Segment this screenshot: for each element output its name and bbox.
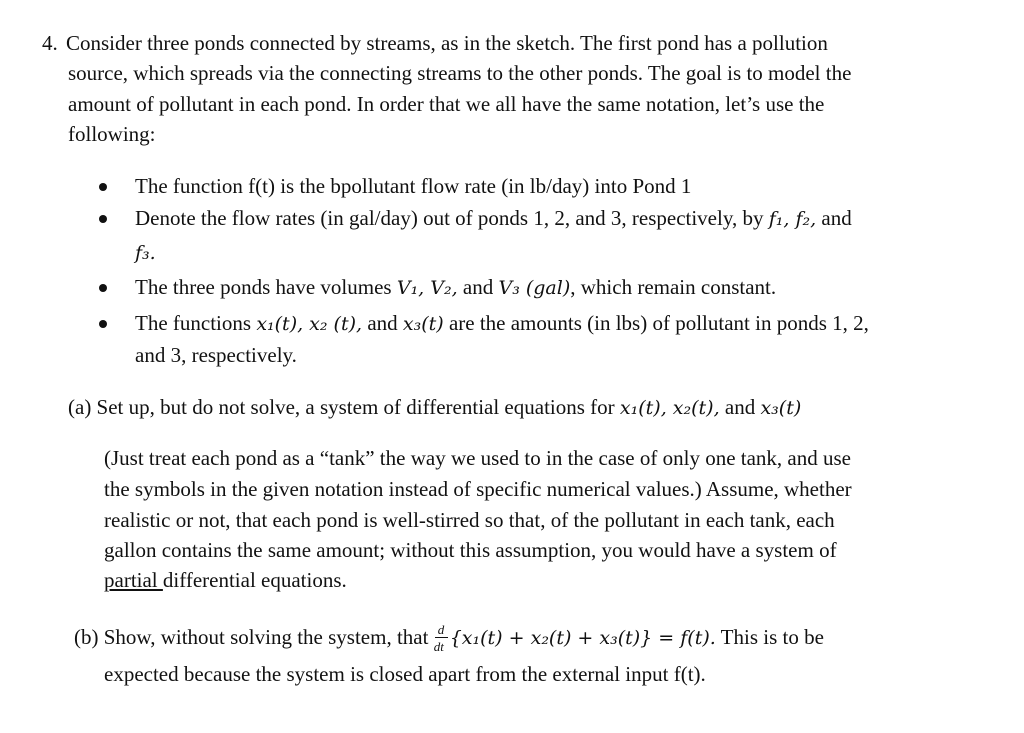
intro-line-3: amount of pollutant in each pond. In order that we all have the same notation, let’s use the bbox=[68, 92, 825, 116]
bullet-4-rest: are the amounts (in lbs) of pollutant in ponds 1, 2, bbox=[443, 311, 869, 335]
part-a-last-rest: differential equations. bbox=[162, 568, 347, 592]
intro-line-1: Consider three ponds connected by streams, as in the sketch. The first pond has a pollution bbox=[66, 31, 828, 55]
bullet-2-lead: Denote the flow rates (in gal/day) out of ponds 1, 2, and 3, respectively, by bbox=[135, 206, 769, 230]
part-a-math-1: x₁(t), x₂(t), bbox=[619, 397, 720, 419]
bullet-2-text bbox=[135, 206, 852, 231]
intro-line-4: following: bbox=[68, 122, 156, 146]
bullet-2-and: and bbox=[816, 206, 852, 230]
bullet-3-rest: , which remain constant. bbox=[570, 275, 777, 299]
bullet-4-math-1: x₁(t), x₂ (t), bbox=[256, 313, 363, 335]
derivative-fraction bbox=[433, 622, 450, 655]
bullet-3-math-1: V₁, V₂, bbox=[396, 277, 458, 299]
part-b-lead: (b) Show, without solving the system, that bbox=[74, 625, 434, 649]
part-a-note-line-2: the symbols in the given notation instead of specific numerical values.) Assume, whether bbox=[104, 477, 852, 501]
part-a-question bbox=[68, 395, 801, 420]
bullet-1-text: The function f(t) is the bpollutant flow rate (in lb/day) into Pond 1 bbox=[135, 174, 692, 198]
part-a-and: and bbox=[719, 395, 761, 419]
part-b-line-2: expected because the system is closed apart from the external input f(t). bbox=[104, 662, 706, 686]
part-a-note-line-4: gallon contains the same amount; without this assumption, you would have a system of bbox=[104, 538, 837, 562]
part-a-note-line-3: realistic or not, that each pond is well-stirred so that, of the pollutant in each tank, each bbox=[104, 508, 835, 532]
bullet-dot-4 bbox=[99, 320, 107, 328]
bullet-3-math-2: V₃ (gal) bbox=[498, 277, 571, 299]
part-a-math-2: x₃(t) bbox=[760, 397, 802, 419]
bullet-4-and: and bbox=[362, 311, 403, 335]
part-b-equation: {x₁(t) + x₂(t) + x₃(t)} = f(t). bbox=[449, 627, 716, 649]
part-a-note-line-5 bbox=[104, 568, 347, 592]
bullet-3-lead: The three ponds have volumes bbox=[135, 275, 397, 299]
bullet-4-continuation: and 3, respectively. bbox=[135, 343, 297, 367]
bullet-4-text bbox=[135, 311, 869, 336]
bullet-dot-3 bbox=[99, 284, 107, 292]
part-b-after: This is to be bbox=[715, 625, 824, 649]
part-a-lead: (a) Set up, but do not solve, a system of differential equations for bbox=[68, 395, 620, 419]
bullet-dot-2 bbox=[99, 215, 107, 223]
derivative-numerator: d bbox=[437, 622, 445, 638]
bullet-2-math: f₁, f₂, bbox=[768, 208, 817, 230]
intro-line-2: source, which spreads via the connecting streams to the other ponds. The goal is to model the bbox=[68, 61, 852, 85]
bullet-4-math-2: x₃(t) bbox=[402, 313, 444, 335]
bullet-dot-1 bbox=[99, 183, 107, 191]
part-a-note-line-1: (Just treat each pond as a “tank” the way we used to in the case of only one tank, and use bbox=[104, 446, 851, 470]
bullet-4-lead: The functions bbox=[135, 311, 257, 335]
partial-underlined: partial bbox=[104, 568, 163, 592]
part-b-question bbox=[74, 622, 824, 655]
bullet-3-text bbox=[135, 275, 776, 300]
bullet-2-continuation: f₃. bbox=[135, 242, 156, 264]
derivative-denominator: dt bbox=[433, 639, 444, 655]
bullet-3-and: and bbox=[457, 275, 499, 299]
problem-number: 4. bbox=[42, 31, 58, 55]
